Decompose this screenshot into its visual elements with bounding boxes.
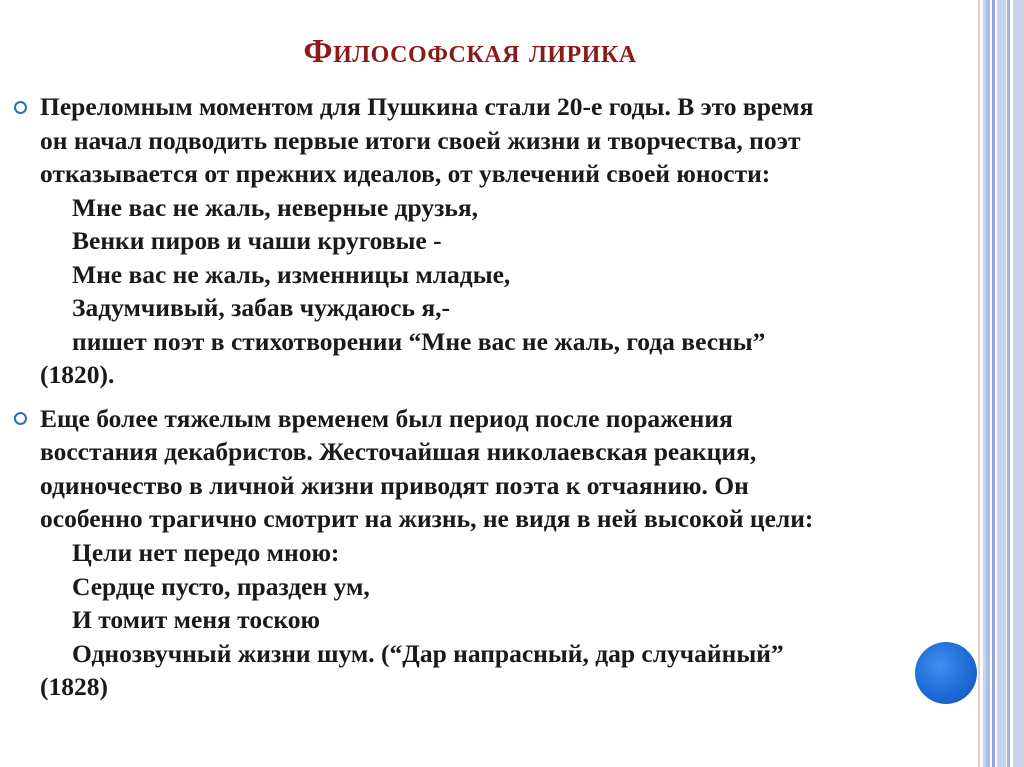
verse-line: Однозвучный жизни шум. (“Дар напрасный, дар случайный”	[72, 639, 784, 668]
decorative-stripe	[986, 0, 990, 767]
paragraph-line: Переломным моментом для Пушкина стали 20-е годы. В это время	[40, 92, 814, 121]
bullet-icon	[14, 101, 27, 114]
decorative-stripe	[992, 0, 995, 767]
verse-line: Задумчивый, забав чуждаюсь я,-	[72, 293, 450, 322]
decorative-stripe	[1007, 0, 1010, 767]
paragraph-line: восстания декабристов. Жесточайшая николаевская реакция,	[40, 437, 757, 466]
verse-line: И томит меня тоскою	[72, 605, 321, 634]
paragraph-line: особенно трагично смотрит на жизнь, не видя в ней высокой цели:	[40, 504, 814, 533]
paragraph-line: пишет поэт в стихотворении “Мне вас не жаль, года весны”	[72, 327, 766, 356]
bullet-icon	[14, 412, 27, 425]
paragraph-line: (1828)	[40, 672, 108, 701]
paragraph-line: (1820).	[40, 360, 115, 389]
verse-line: Сердце пусто, празден ум,	[72, 572, 370, 601]
decorative-stripe	[1013, 0, 1024, 767]
slide-title: Философская лирика	[303, 33, 637, 70]
decorative-stripe	[997, 0, 1006, 767]
paragraph-line: он начал подводить первые итоги своей жизни и творчества, поэт	[40, 126, 801, 155]
verse-line: Мне вас не жаль, изменницы младые,	[72, 260, 511, 289]
paragraph-line: Еще более тяжелым временем был период после поражения	[40, 404, 733, 433]
decorative-circle	[915, 642, 977, 704]
decorative-stripe	[978, 0, 980, 767]
paragraph-line: одиночество в личной жизни приводят поэта к отчаянию. Он	[40, 471, 749, 500]
paragraph-line: отказывается от прежних идеалов, от увлечений своей юности:	[40, 159, 771, 188]
verse-line: Цели нет передо мною:	[72, 538, 340, 567]
verse-line: Венки пиров и чаши круговые -	[72, 226, 442, 255]
verse-line: Мне вас не жаль, неверные друзья,	[72, 193, 479, 222]
